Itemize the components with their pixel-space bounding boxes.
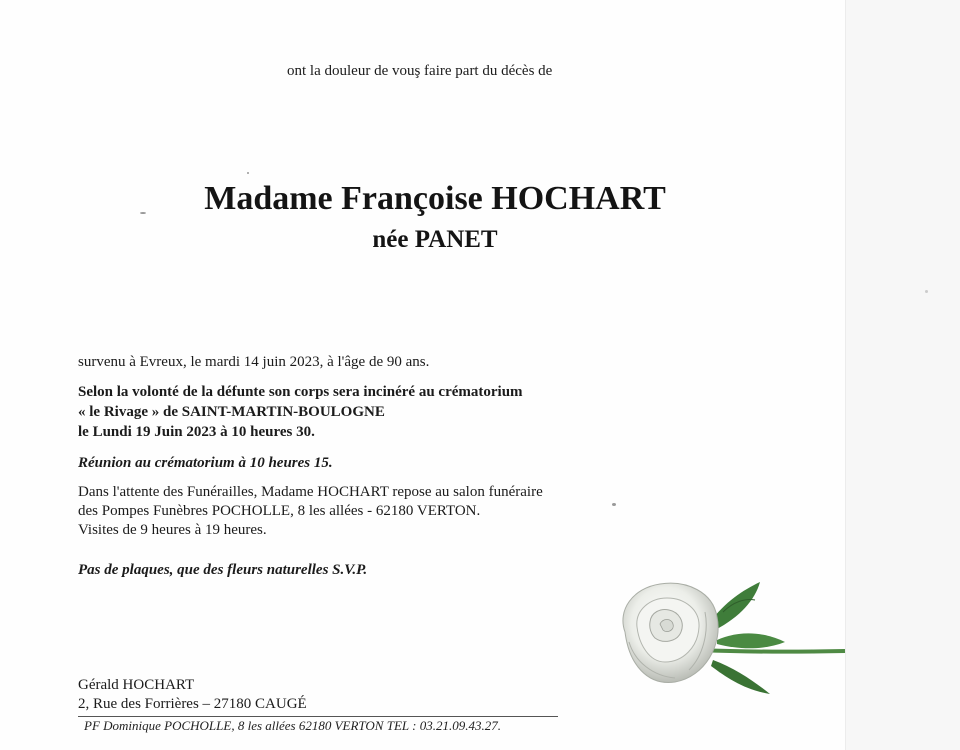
signature-block — [78, 676, 307, 714]
footer-text: PF Dominique POCHOLLE, 8 les allées 62180 VERTON TEL : 03.21.09.43.27. — [84, 718, 501, 733]
signature-name: Gérald HOCHART — [78, 677, 195, 693]
ceremony-block — [78, 382, 523, 442]
scan-edge — [845, 0, 960, 750]
scan-speck — [247, 172, 249, 174]
viewing-line: Visites de 9 heures à 19 heures. — [78, 522, 267, 538]
footer-rule — [78, 716, 558, 717]
viewing-line: Dans l'attente des Funérailles, Madame HOCHART repose au salon funéraire — [78, 484, 543, 500]
intro-line: ont la douleur de vouş faire part du décès de — [287, 63, 553, 79]
scan-speck — [612, 503, 616, 506]
ceremony-line: Selon la volonté de la défunte son corps sera incinéré au crématorium — [78, 384, 523, 400]
death-line: survenu à Evreux, le mardi 14 juin 2023, à l'âge de 90 ans. — [78, 354, 430, 370]
white-rose-icon — [605, 572, 850, 702]
ceremony-line: le Lundi 19 Juin 2023 à 10 heures 30. — [78, 424, 315, 440]
maiden-name: née PANET — [372, 226, 498, 253]
flowers-line: Pas de plaques, que des fleurs naturelles S.V.P. — [78, 562, 368, 578]
deceased-name: Madame Françoise HOCHART — [204, 180, 666, 217]
ceremony-line: « le Rivage » de SAINT-MARTIN-BOULOGNE — [78, 404, 385, 420]
scan-speck — [925, 290, 928, 293]
viewing-block — [78, 483, 543, 540]
signature-address: 2, Rue des Forrières – 27180 CAUGÉ — [78, 696, 307, 712]
reunion-line: Réunion au crématorium à 10 heures 15. — [78, 455, 333, 471]
viewing-line: des Pompes Funèbres POCHOLLE, 8 les allées - 62180 VERTON. — [78, 503, 481, 519]
